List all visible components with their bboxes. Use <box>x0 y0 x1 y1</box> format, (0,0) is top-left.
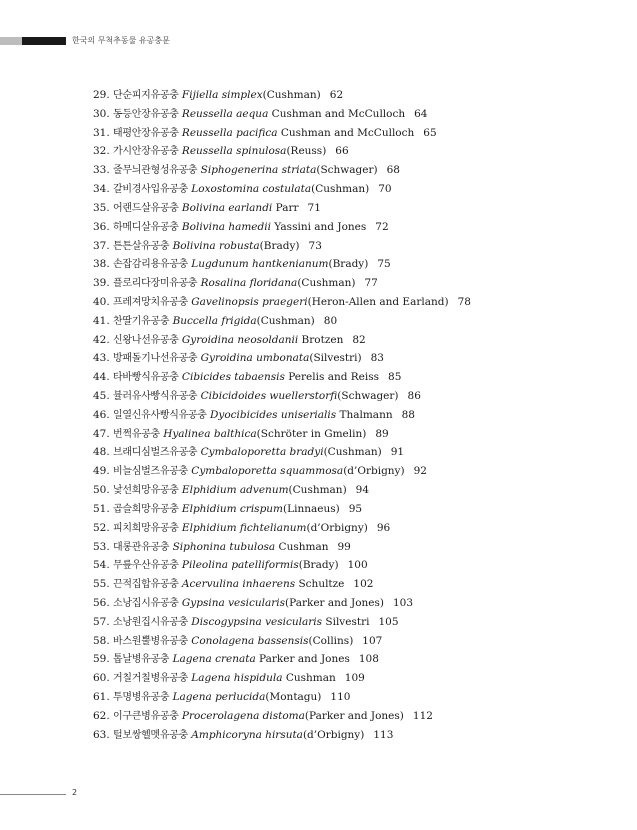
contents-entry <box>93 425 613 444</box>
author-citation: Parker and Jones <box>255 653 350 666</box>
entry-number: 32. <box>93 145 110 158</box>
author-citation: (d’Orbigny) <box>343 465 405 478</box>
footer-rule <box>0 794 66 795</box>
entry-number: 63. <box>93 728 110 741</box>
contents-entry <box>93 274 613 293</box>
contents-entry <box>93 105 613 124</box>
entry-number: 41. <box>93 314 110 327</box>
korean-name: 끈적집합유공충 <box>113 579 179 591</box>
korean-name: 손잡감리용유공충 <box>113 259 188 271</box>
entry-number: 53. <box>93 540 110 553</box>
korean-name: 소낭집시유공충 <box>113 597 179 609</box>
korean-name: 플로리다장미유공충 <box>113 278 198 290</box>
entry-number: 62. <box>93 709 110 722</box>
entry-number: 54. <box>93 559 110 572</box>
author-citation: (Heron-Allen and Earland) <box>307 295 449 308</box>
contents-entry <box>93 312 613 331</box>
scientific-name: Discogypsina vesicularis <box>191 615 323 628</box>
author-citation: (Cushman) <box>297 277 356 290</box>
contents-entry <box>93 669 613 688</box>
contents-entry <box>93 161 613 180</box>
page-reference: 92 <box>413 465 427 478</box>
entry-number: 39. <box>93 277 110 290</box>
contents-entry <box>93 368 613 387</box>
author-citation: (Reuss) <box>286 145 327 158</box>
entry-number: 49. <box>93 465 110 478</box>
contents-entry <box>93 707 613 726</box>
contents-entry <box>93 387 613 406</box>
author-citation: Cushman and McCulloch <box>268 107 406 120</box>
entry-number: 42. <box>93 333 110 346</box>
page-reference: 103 <box>392 596 414 609</box>
page-reference: 96 <box>376 521 391 534</box>
author-citation: (Cushman) <box>323 446 382 459</box>
author-citation: (Brady) <box>259 239 300 252</box>
entry-number: 40. <box>93 295 110 308</box>
entry-number: 29. <box>93 89 110 101</box>
header-bar-gray <box>0 37 22 45</box>
contents-entry <box>93 443 613 462</box>
author-citation: (Cushman) <box>262 89 321 101</box>
scientific-name: Siphogenerina striata <box>200 164 317 177</box>
author-citation: Brotzen <box>298 333 344 346</box>
page-reference: 78 <box>457 295 471 308</box>
korean-name: 낯선희망유공충 <box>113 485 179 497</box>
author-citation: (Montagu) <box>265 691 322 703</box>
entry-number: 30. <box>93 107 110 120</box>
page-number: 2 <box>72 788 78 797</box>
korean-name: 대롱관유공충 <box>113 541 170 553</box>
entry-number: 47. <box>93 427 110 440</box>
contents-entry <box>93 726 613 745</box>
page-reference: 107 <box>362 634 383 647</box>
page-reference: 75 <box>377 258 391 271</box>
korean-name: 가시안장유공충 <box>113 146 179 158</box>
page-reference: 99 <box>337 540 351 553</box>
scientific-name: Gyroidina neosoldanii <box>181 333 299 346</box>
page-reference: 65 <box>423 126 437 139</box>
page-reference: 109 <box>344 672 365 685</box>
scientific-name: Reussella spinulosa <box>181 145 287 158</box>
contents-entry <box>93 237 613 256</box>
author-citation: Perelis and Reiss <box>284 371 380 384</box>
korean-name: 찬딸기유공충 <box>113 315 170 327</box>
author-citation: (Parker and Jones) <box>285 596 384 609</box>
page-reference: 113 <box>373 728 394 741</box>
author-citation: (Schröter in Gmelin) <box>256 427 367 440</box>
entry-number: 45. <box>93 390 110 402</box>
korean-name: 소낭원집시유공충 <box>113 616 188 628</box>
page-reference: 86 <box>407 390 421 402</box>
entry-number: 50. <box>93 484 110 497</box>
scientific-name: Cibicides tabaensis <box>181 371 285 384</box>
scientific-name: Reussella pacifica <box>181 126 278 139</box>
entry-number: 37. <box>93 239 110 252</box>
page-reference: 89 <box>375 427 389 440</box>
page-reference: 66 <box>335 145 349 158</box>
scientific-name: Cymbaloporetta squammosa <box>191 465 344 478</box>
contents-entry <box>93 500 613 519</box>
korean-name: 투명병유공충 <box>113 692 170 703</box>
contents-entry <box>93 255 613 274</box>
entry-number: 59. <box>93 653 110 666</box>
author-citation: (Cushman) <box>311 183 370 196</box>
korean-name: 톱날병유공충 <box>113 654 170 666</box>
contents-list <box>93 86 613 744</box>
korean-name: 줄무늬관형성유공충 <box>113 165 198 177</box>
scientific-name: Cymbaloporetta bradyi <box>200 446 324 459</box>
scientific-name: Lugdunum hantkenianum <box>191 258 329 271</box>
scientific-name: Buccella frigida <box>172 314 257 327</box>
scientific-name: Bolivina earlandi <box>181 201 273 214</box>
entry-number: 57. <box>93 615 110 628</box>
page-reference: 88 <box>401 408 415 421</box>
header-bar-black <box>22 37 66 45</box>
author-citation: (Linnaeus) <box>283 502 340 515</box>
entry-number: 61. <box>93 691 110 703</box>
page-reference: 64 <box>414 107 428 120</box>
page-reference: 80 <box>323 314 338 327</box>
page-reference: 110 <box>330 691 351 703</box>
author-citation: Silvestri <box>322 615 370 628</box>
entry-number: 36. <box>93 220 110 233</box>
contents-entry <box>93 481 613 500</box>
korean-name: 번쩍유공충 <box>113 428 160 440</box>
entry-number: 58. <box>93 634 110 647</box>
contents-entry <box>93 594 613 613</box>
author-citation: (Silvestri) <box>309 352 362 365</box>
contents-entry <box>93 650 613 669</box>
contents-entry <box>93 632 613 651</box>
scientific-name: Lagena hispidula <box>191 672 283 685</box>
contents-entry <box>93 331 613 350</box>
entry-number: 38. <box>93 258 110 271</box>
page-reference: 85 <box>388 371 402 384</box>
page-reference: 105 <box>378 615 399 628</box>
korean-name: 프레져망치유공충 <box>113 296 188 308</box>
korean-name: 하메디살유공충 <box>113 221 179 233</box>
korean-name: 튼튼살유공충 <box>113 240 170 252</box>
author-citation: Parr <box>272 201 299 214</box>
scientific-name: Cibicidoides wuellerstorfi <box>200 390 338 402</box>
author-citation: (Schwager) <box>316 164 378 177</box>
author-citation: (Brady) <box>298 559 339 572</box>
scientific-name: Gavelinopsis praegeri <box>191 295 308 308</box>
page-reference: 72 <box>375 220 389 233</box>
contents-entry <box>93 519 613 538</box>
contents-entry <box>93 462 613 481</box>
entry-number: 33. <box>93 164 110 177</box>
korean-name: 타바빵식유공충 <box>113 372 179 384</box>
korean-name: 어랜드살유공충 <box>113 202 179 214</box>
page-reference: 91 <box>390 446 405 459</box>
contents-entry <box>93 293 613 312</box>
entry-number: 55. <box>93 578 110 591</box>
scientific-name: Fijiella simplex <box>181 89 263 101</box>
page-reference: 112 <box>412 709 433 722</box>
contents-entry <box>93 218 613 237</box>
korean-name: 방패돌기나선유공충 <box>113 353 198 365</box>
contents-entry <box>93 613 613 632</box>
korean-name: 뷸러유사빵식유공충 <box>113 391 198 402</box>
korean-name: 거칠거칠병유공충 <box>113 673 188 685</box>
page-reference: 108 <box>358 653 379 666</box>
contents-entry <box>93 349 613 368</box>
scientific-name: Amphicoryna hirsuta <box>191 728 303 741</box>
author-citation: Schultze <box>295 578 345 591</box>
korean-name: 태평안장유공충 <box>113 127 179 139</box>
author-citation: (Cushman) <box>256 314 315 327</box>
page-reference: 77 <box>364 277 378 290</box>
scientific-name: Elphidium crispum <box>181 502 284 515</box>
contents-entry <box>93 124 613 143</box>
author-citation: Thalmann <box>336 408 393 421</box>
author-citation: (Schwager) <box>337 390 399 402</box>
author-citation: (d’Orbigny) <box>306 521 368 534</box>
entry-number: 52. <box>93 521 110 534</box>
scientific-name: Gyroidina umbonata <box>200 352 310 365</box>
page-reference: 94 <box>355 484 370 497</box>
korean-name: 곱슬희망유공충 <box>113 503 179 515</box>
scientific-name: Loxostomina costulata <box>191 183 312 196</box>
scientific-name: Bolivina robusta <box>172 239 260 252</box>
author-citation: (Brady) <box>328 258 369 271</box>
scientific-name: Pileolina patelliformis <box>181 559 299 572</box>
page-reference: 73 <box>308 239 322 252</box>
author-citation: Cushman <box>282 672 336 685</box>
scientific-name: Elphidium fichtelianum <box>181 521 307 534</box>
entry-number: 51. <box>93 502 110 515</box>
korean-name: 신왕나선유공충 <box>113 334 179 346</box>
scientific-name: Lagena perlucida <box>172 691 266 703</box>
page-reference: 70 <box>378 183 392 196</box>
author-citation: Cushman <box>275 540 329 553</box>
korean-name: 단순피지유공충 <box>113 90 179 101</box>
scientific-name: Reussella aequa <box>181 107 269 120</box>
page-reference: 83 <box>370 352 384 365</box>
scientific-name: Elphidium advenum <box>181 484 289 497</box>
page-reference: 62 <box>329 89 344 101</box>
korean-name: 갈비경사입유공충 <box>113 184 188 196</box>
page-reference: 100 <box>347 559 368 572</box>
korean-name: 비늘심벌즈유공충 <box>113 466 188 478</box>
contents-entry <box>93 142 613 161</box>
page-reference: 82 <box>352 333 366 346</box>
page-reference: 68 <box>386 164 400 177</box>
contents-entry <box>93 180 613 199</box>
contents-entry <box>93 86 613 105</box>
scientific-name: Bolivina hamedii <box>181 220 271 233</box>
scientific-name: Acervulina inhaerens <box>181 578 296 591</box>
entry-number: 34. <box>93 183 110 196</box>
author-citation: (d’Orbigny) <box>302 728 365 741</box>
korean-name: 무릎우산유공충 <box>113 560 179 572</box>
contents-entry <box>93 199 613 218</box>
entry-number: 43. <box>93 352 110 365</box>
contents-entry <box>93 556 613 575</box>
scientific-name: Procerolagena distoma <box>181 709 305 722</box>
page-reference: 71 <box>307 201 321 214</box>
scientific-name: Conolagena bassensis <box>191 634 309 647</box>
entry-number: 44. <box>93 371 110 384</box>
entry-number: 48. <box>93 446 110 459</box>
scientific-name: Lagena crenata <box>172 653 256 666</box>
scientific-name: Gypsina vesicularis <box>181 596 285 609</box>
author-citation: Cushman and McCulloch <box>277 126 415 139</box>
korean-name: 이구큰병유공충 <box>113 710 179 722</box>
korean-name: 브래디심벌즈유공충 <box>113 447 198 459</box>
author-citation: Yassini and Jones <box>270 220 367 233</box>
entry-number: 56. <box>93 596 110 609</box>
korean-name: 일열신유사빵식유공충 <box>113 409 207 421</box>
contents-entry <box>93 575 613 594</box>
author-citation: (Cushman) <box>288 484 347 497</box>
korean-name: 털보쌍헬멧유공충 <box>113 729 188 741</box>
author-citation: (Collins) <box>308 634 354 647</box>
page-reference: 102 <box>353 578 374 591</box>
scientific-name: Siphonina tubulosa <box>172 540 276 553</box>
contents-entry <box>93 688 613 707</box>
korean-name: 동등안장유공충 <box>113 108 179 120</box>
contents-entry <box>93 538 613 557</box>
entry-number: 31. <box>93 126 110 139</box>
author-citation: (Parker and Jones) <box>304 709 404 722</box>
korean-name: 피치희망유공충 <box>113 522 179 534</box>
entry-number: 35. <box>93 201 110 214</box>
scientific-name: Hyalinea balthica <box>163 427 257 440</box>
entry-number: 60. <box>93 672 110 685</box>
entry-number: 46. <box>93 408 110 421</box>
page-reference: 95 <box>348 502 363 515</box>
korean-name: 바스원뿔병유공충 <box>113 635 188 647</box>
scientific-name: Rosalina floridana <box>200 277 298 290</box>
contents-entry <box>93 406 613 425</box>
scientific-name: Dyocibicides uniserialis <box>210 408 337 421</box>
running-header-title: 한국의 무척추동물 유공충문 <box>72 36 170 45</box>
